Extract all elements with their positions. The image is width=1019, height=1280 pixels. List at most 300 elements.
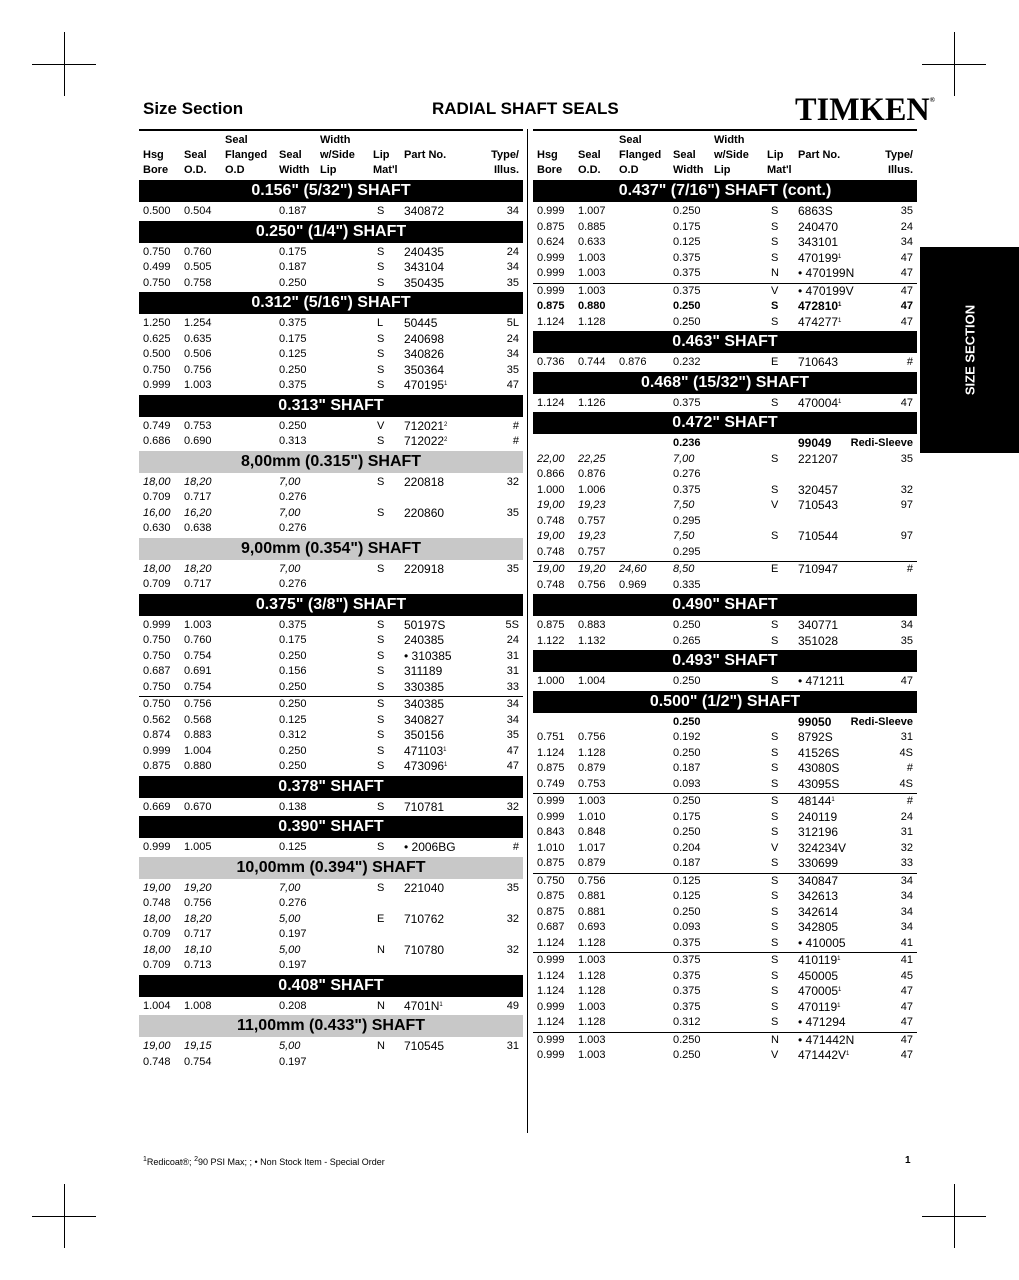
cell-text: 41526S	[798, 745, 840, 760]
table-row	[139, 506, 523, 522]
cell-text: 19,23	[578, 530, 606, 542]
cell-text: 0.624	[537, 236, 565, 248]
cell-text: 0.756	[184, 897, 212, 909]
cell-text: 47	[506, 760, 519, 772]
cell-text: 0.208	[279, 999, 307, 1012]
cell-ty	[851, 436, 913, 452]
table-row	[139, 881, 523, 897]
cell-text: 0.687	[537, 921, 565, 933]
cell-d	[279, 999, 307, 1015]
cell-d	[279, 521, 307, 537]
cell-text: 19,00	[537, 530, 565, 542]
table-row	[533, 299, 917, 315]
table-row	[533, 841, 917, 857]
cell-text: #	[906, 795, 913, 807]
cell-text: 0.875	[537, 762, 565, 774]
cell-b	[578, 299, 606, 315]
cell-text: 1.003	[578, 795, 606, 807]
column-header-label: O.D	[225, 164, 245, 176]
cell-lp	[377, 475, 384, 491]
cell-text: 0.717	[184, 578, 212, 590]
cell-text: 1.124	[537, 969, 565, 982]
cell-ty	[901, 299, 913, 315]
cell-text: 0.276	[279, 578, 307, 590]
cell-text: 710762	[404, 911, 445, 926]
cell-text: 0.250	[279, 698, 307, 710]
cell-d	[673, 1048, 701, 1064]
cell-d	[279, 896, 307, 912]
cell-text: 32	[506, 475, 519, 488]
cell-text: 0.885	[578, 220, 606, 233]
cell-text: S	[377, 435, 385, 447]
cell-text: 0.754	[184, 680, 212, 693]
shaft-size-heading: 8,00mm (0.315") SHAFT	[139, 451, 523, 473]
cell-text: 7,50	[673, 530, 695, 542]
cell-a	[143, 680, 171, 696]
crop-mark	[32, 64, 96, 65]
shaft-size-heading: 0.375" (3/8") SHAFT	[139, 594, 523, 616]
cell-a	[143, 697, 171, 713]
table-row	[139, 260, 523, 276]
cell-text: 220860	[404, 505, 445, 520]
cell-text: Redi-Sleeve	[850, 437, 913, 449]
cell-text: 7,00	[279, 562, 301, 575]
cell-d	[279, 1039, 300, 1055]
cell-pn	[798, 969, 838, 985]
cell-a	[143, 927, 171, 943]
table-row	[139, 800, 523, 816]
cell-ty	[901, 856, 913, 872]
shaft-size-heading: 0.378" SHAFT	[139, 776, 523, 798]
cell-a	[143, 896, 171, 912]
cell-text: 1.128	[578, 746, 606, 759]
column-header-label: Width	[320, 134, 351, 146]
cell-pn	[798, 810, 837, 826]
cell-pn	[404, 943, 444, 959]
cell-text: S	[771, 985, 779, 997]
cell-lp	[771, 299, 778, 315]
cell-text: • 470199N	[798, 266, 855, 280]
cell-d	[673, 730, 701, 746]
cell-pn	[798, 529, 838, 545]
column-header-label: Width	[673, 164, 704, 176]
cell-text: 1.004	[578, 675, 606, 687]
cell-lp	[377, 633, 384, 649]
cell-text: 18,20	[184, 562, 212, 575]
cell-lp	[377, 697, 384, 713]
cell-pn	[404, 618, 445, 634]
cell-text: • 410005	[798, 935, 846, 950]
column-header-label: Seal	[225, 134, 248, 146]
cell-text: N	[377, 1040, 385, 1052]
cell-text: S	[377, 276, 385, 289]
cell-text: 0.156	[279, 665, 307, 677]
cell-a	[537, 452, 565, 468]
right-sections	[533, 180, 917, 1064]
table-row	[139, 332, 523, 348]
cell-text: 47	[900, 251, 913, 264]
cell-a	[537, 1000, 565, 1016]
cell-text: Redi-Sleeve	[850, 715, 913, 728]
shaft-size-heading: 0.490" SHAFT	[533, 594, 917, 616]
shaft-size-heading: 0.463" SHAFT	[533, 331, 917, 353]
cell-d	[279, 475, 300, 491]
cell-text: 0.999	[537, 1049, 565, 1061]
cell-b	[578, 284, 606, 300]
shaft-size-heading: 0.312" (5/16") SHAFT	[139, 292, 523, 314]
cell-ty	[507, 713, 519, 729]
cell-pn	[404, 912, 444, 928]
cell-b	[578, 984, 606, 1000]
shaft-size-heading: 0.472" SHAFT	[533, 412, 917, 434]
cell-text: 0.883	[184, 729, 212, 741]
cell-text: S	[771, 220, 779, 233]
cell-text: 0.691	[184, 665, 212, 677]
cell-pn	[798, 1033, 854, 1049]
cell-text: 6863S	[798, 204, 833, 218]
cell-text: 34	[900, 619, 913, 631]
shaft-size-heading: 11,00mm (0.433") SHAFT	[139, 1015, 523, 1037]
cell-text: 32	[506, 912, 519, 925]
footnote-marker: 1	[444, 762, 448, 768]
cell-pn	[404, 840, 456, 856]
cell-text: 0.749	[537, 777, 565, 790]
cell-text: 342614	[798, 904, 839, 919]
cell-text: 1.128	[578, 315, 606, 328]
cell-b	[184, 332, 212, 348]
cell-d	[673, 284, 701, 300]
cell-lp	[377, 999, 385, 1015]
cell-text: 34	[506, 713, 519, 726]
cell-text: 0.313	[279, 435, 307, 447]
cell-text: 0.756	[184, 363, 212, 376]
cell-text: S	[377, 729, 385, 741]
cell-text: 340872	[404, 204, 445, 218]
cell-lp	[377, 378, 384, 394]
cell-d	[673, 905, 701, 921]
cell-ty	[507, 680, 519, 696]
cell-text: 350364	[404, 362, 445, 377]
cell-a	[537, 315, 565, 331]
cell-text: 1.004	[184, 744, 212, 757]
cell-d	[673, 674, 701, 690]
table-row	[139, 664, 523, 680]
cell-pn	[404, 316, 437, 332]
cell-text: E	[377, 912, 385, 925]
table-row	[533, 634, 917, 650]
cell-text: 1.124	[537, 396, 565, 409]
cell-ty	[513, 419, 519, 435]
column-header-label: Seal	[184, 149, 207, 161]
cell-lp	[771, 874, 778, 890]
cell-text: 16,00	[143, 506, 171, 519]
cell-text: S	[377, 245, 385, 258]
cell-b	[578, 618, 606, 634]
cell-lp	[377, 664, 384, 680]
cell-text: 0.669	[143, 800, 171, 813]
table-row	[533, 936, 917, 952]
cell-a	[143, 577, 171, 593]
cell-text: 8,50	[673, 563, 695, 575]
cell-a	[537, 889, 565, 905]
page-number: 1	[905, 1155, 911, 1166]
cell-text: S	[771, 1016, 779, 1028]
cell-a	[537, 498, 565, 514]
cell-text: V	[771, 499, 779, 511]
cell-lp	[377, 881, 384, 897]
cell-text: 47	[900, 1033, 913, 1046]
shaft-size-heading: 9,00mm (0.354") SHAFT	[139, 538, 523, 560]
cell-d	[673, 825, 701, 841]
cell-text: 324234V	[798, 840, 847, 855]
footnote-marker: 1	[837, 1002, 841, 1009]
cell-text: 0.295	[673, 545, 701, 558]
cell-pn	[798, 777, 839, 793]
cell-a	[537, 284, 565, 300]
cell-text: 32	[900, 483, 913, 496]
cell-ty	[901, 618, 913, 634]
cell-b	[578, 1015, 606, 1031]
cell-text: 0.757	[578, 545, 606, 558]
cell-text: 0.375	[673, 969, 701, 982]
cell-text: N	[377, 943, 385, 956]
column-header-label: Type/	[885, 149, 913, 161]
cell-text: S	[771, 236, 779, 248]
cell-text: 31	[506, 1040, 519, 1052]
cell-b	[184, 927, 212, 943]
cell-text: S	[771, 731, 779, 743]
cell-text: 240119	[798, 809, 838, 824]
cell-text: 470119	[798, 999, 838, 1014]
cell-text: 1.005	[184, 841, 212, 853]
cell-b	[184, 943, 212, 959]
cell-d	[279, 316, 307, 332]
cell-ty	[901, 396, 913, 412]
footnote-marker: 2	[194, 1156, 198, 1163]
cell-lp	[771, 984, 778, 1000]
cell-text: 24	[900, 810, 913, 823]
cell-a	[537, 467, 565, 483]
cell-d	[673, 746, 701, 762]
cell-a	[537, 984, 565, 1000]
cell-ty	[900, 777, 913, 793]
cell-lp	[377, 943, 385, 959]
cell-pn	[798, 874, 838, 890]
table-row	[533, 793, 917, 810]
cell-d	[673, 936, 701, 952]
cell-text: 342613	[798, 889, 839, 903]
cell-text: 47	[900, 1000, 913, 1013]
cell-text: 0.670	[184, 800, 212, 813]
cell-text: 0.756	[578, 874, 606, 887]
cell-ty	[507, 378, 519, 394]
cell-pn	[798, 235, 838, 251]
cell-d	[673, 889, 701, 905]
cell-b	[184, 896, 212, 912]
table-row	[139, 912, 523, 928]
table-row	[533, 761, 917, 777]
column-header-label: Lip	[767, 149, 784, 161]
cell-text: S	[771, 315, 779, 328]
cell-text: 1.003	[578, 1049, 606, 1061]
footnote-text: ; • Non Stock Item - Special Order	[249, 1157, 385, 1167]
cell-a	[537, 578, 565, 594]
cell-text: 0.843	[537, 826, 565, 838]
cell-text: 35	[506, 363, 519, 376]
column-header-label: Width	[279, 164, 310, 176]
cell-text: 0.999	[537, 284, 565, 297]
cell-text: 0.375	[673, 284, 701, 297]
cell-pn	[404, 475, 444, 491]
cell-a	[537, 920, 565, 936]
table-row	[139, 927, 523, 943]
cell-text: 240470	[798, 219, 839, 234]
cell-ty	[507, 744, 519, 760]
cell-pn	[798, 730, 833, 746]
cell-a	[143, 521, 171, 537]
column-header-label: O.D.	[578, 164, 601, 176]
cell-text: 0.999	[537, 954, 565, 966]
cell-text: 342805	[798, 920, 839, 934]
cell-b	[578, 810, 606, 826]
cell-text: #	[906, 563, 913, 575]
table-row	[533, 1000, 917, 1016]
cell-text: 0.754	[184, 649, 212, 662]
cell-d	[279, 434, 307, 450]
cell-lp	[771, 284, 778, 300]
cell-text: 710543	[798, 498, 839, 512]
cell-c	[619, 562, 647, 578]
cell-text: 18,00	[143, 475, 171, 488]
cell-a	[537, 266, 565, 282]
cell-text: 0.250	[279, 419, 307, 432]
cell-text: 35	[506, 276, 519, 289]
cell-text: 0.250	[673, 315, 701, 328]
cell-text: 0.750	[143, 698, 171, 710]
cell-a	[537, 746, 565, 762]
cell-d	[673, 715, 701, 731]
cell-pn	[798, 905, 838, 921]
left-column	[139, 129, 523, 1070]
cell-b	[184, 204, 212, 220]
cell-d	[673, 545, 701, 561]
cell-text: 0.250	[673, 1049, 701, 1061]
cell-text: 50445	[404, 316, 438, 330]
cell-text: 47	[900, 1016, 913, 1028]
cell-b	[184, 697, 212, 713]
cell-ty	[901, 889, 913, 905]
cell-text: 47	[900, 985, 913, 997]
cell-pn	[798, 1015, 846, 1031]
cell-b	[184, 245, 212, 261]
cell-ty	[507, 316, 519, 332]
cell-b	[578, 235, 606, 251]
cell-pn	[404, 697, 444, 713]
cell-ty	[507, 649, 519, 665]
logo-text: TIMKEN	[795, 92, 930, 128]
cell-text: 470005	[798, 984, 839, 998]
cell-b	[184, 800, 212, 816]
cell-a	[537, 761, 565, 777]
cell-d	[279, 697, 307, 713]
cell-text: S	[771, 746, 779, 759]
cell-text: 47	[900, 396, 913, 409]
cell-d	[279, 927, 307, 943]
cell-d	[673, 1033, 701, 1049]
cell-text: 1.122	[537, 634, 565, 647]
table-row	[533, 452, 917, 468]
cell-d	[673, 920, 701, 936]
cell-text: 5,00	[279, 1040, 301, 1052]
cell-text: 7,00	[279, 475, 301, 488]
footnote-marker: 1	[831, 797, 835, 803]
table-row	[139, 434, 523, 450]
cell-ty	[506, 618, 519, 634]
cell-text: 1.250	[143, 317, 171, 329]
cell-text: S	[377, 841, 385, 853]
cell-text: 0.375	[673, 985, 701, 997]
cell-b	[184, 490, 212, 506]
table-row	[533, 856, 917, 872]
shaft-size-heading: 0.437" (7/16") SHAFT (cont.)	[533, 180, 917, 202]
table-row	[139, 744, 523, 760]
cell-text: 4S	[899, 746, 913, 759]
cell-ty	[507, 506, 519, 522]
timken-logo	[795, 92, 935, 129]
cell-text: 1.254	[184, 317, 212, 329]
cell-text: 0.125	[279, 713, 307, 726]
cell-ty	[507, 912, 519, 928]
cell-d	[279, 664, 307, 680]
footnote-marker: 2	[444, 421, 448, 428]
cell-a	[537, 841, 565, 857]
column-header-label: Width	[714, 134, 745, 146]
cell-text: 0.999	[537, 810, 565, 823]
cell-text: 19,23	[578, 499, 606, 511]
cell-a	[143, 347, 171, 363]
cell-text: 340385	[404, 697, 445, 711]
cell-pn	[798, 746, 839, 762]
footnote-marker: 2	[444, 437, 448, 443]
cell-d	[279, 649, 307, 665]
cell-text: 0.250	[673, 746, 701, 759]
column-header-label: Lip	[714, 164, 731, 176]
cell-text: 0.295	[673, 514, 701, 527]
cell-d	[673, 856, 701, 872]
cell-ty	[900, 746, 913, 762]
cell-text: #	[512, 841, 519, 853]
cell-text: 0.879	[578, 857, 606, 869]
cell-d	[673, 235, 701, 251]
cell-lp	[377, 840, 384, 856]
cell-text: 41	[900, 936, 913, 949]
cell-text: 1.017	[578, 841, 606, 854]
cell-d	[673, 761, 701, 777]
cell-b	[184, 713, 212, 729]
cell-text: 31	[506, 649, 519, 662]
cell-text: • 310385	[404, 648, 452, 663]
cell-pn	[404, 363, 444, 379]
cell-text: 0.999	[537, 795, 565, 807]
cell-ty	[507, 633, 519, 649]
cell-pn	[798, 483, 838, 499]
cell-b	[578, 969, 606, 985]
cell-b	[578, 529, 606, 545]
table-row	[533, 1048, 917, 1064]
cell-a	[537, 1033, 565, 1049]
cell-ty	[901, 204, 913, 220]
shaft-size-heading: 0.408" SHAFT	[139, 975, 523, 997]
